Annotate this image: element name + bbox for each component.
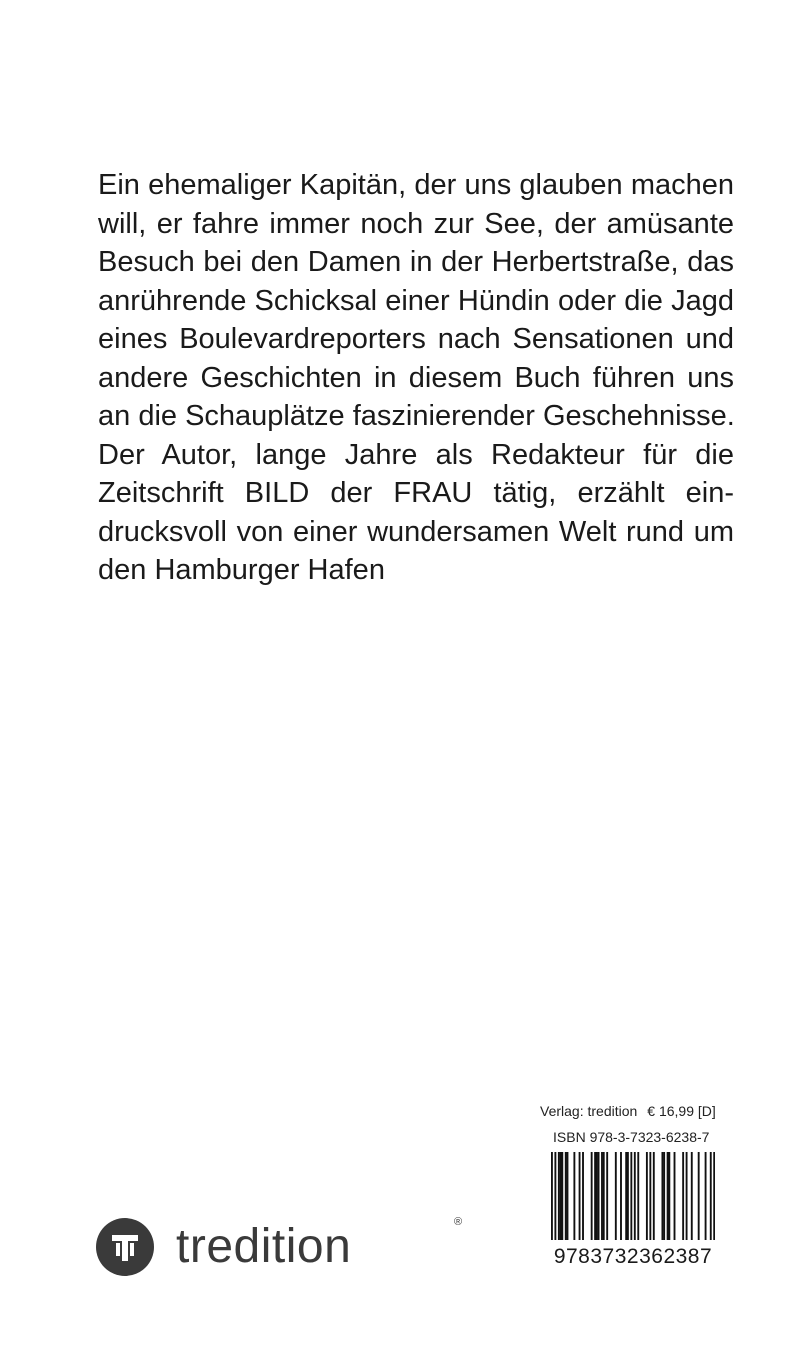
barcode-bar (637, 1152, 639, 1240)
blurb-line: an die Schauplätze faszinierender Geschehnisse. (98, 400, 735, 432)
barcode-bar (620, 1152, 622, 1240)
tredition-logo-icon (96, 1218, 154, 1276)
barcode-bar (603, 1152, 605, 1240)
blurb-text (98, 166, 734, 590)
barcode-bar (615, 1152, 617, 1240)
barcode-bar (627, 1152, 629, 1240)
barcode-bar (682, 1152, 684, 1240)
barcode-bar (561, 1152, 563, 1240)
barcode-bar (598, 1152, 600, 1240)
blurb-line: drucksvoll von einer wundersamen Welt rund um (98, 515, 734, 548)
barcode-bar (705, 1152, 707, 1240)
isbn-label: ISBN 978-3-7323-6238-7 (553, 1129, 710, 1145)
barcode-bar (606, 1152, 608, 1240)
barcode-bar (713, 1152, 715, 1240)
barcode-number: 9783732362387 (553, 1245, 713, 1268)
barcode-bar (630, 1152, 632, 1240)
barcode-bar (663, 1152, 665, 1240)
barcode-bar (661, 1152, 663, 1240)
blurb-line: anrührende Schicksal einer Hündin oder die Jagd (98, 284, 734, 317)
barcode-bar (710, 1152, 712, 1240)
publisher-info (540, 1103, 716, 1119)
barcode-bar (591, 1152, 593, 1240)
blurb-line: will, er fahre immer noch zur See, der amüsante (98, 207, 734, 240)
registered-mark: ® (454, 1216, 463, 1228)
barcode-bar (625, 1152, 627, 1240)
barcode-bars (551, 1152, 715, 1240)
barcode-bar (698, 1152, 700, 1240)
barcode-bar (582, 1152, 584, 1240)
publisher-name: tredition (176, 1220, 352, 1273)
barcode-bar (558, 1152, 560, 1240)
barcode-bar (691, 1152, 693, 1240)
barcode-bar (573, 1152, 575, 1240)
barcode-bar (634, 1152, 636, 1240)
publisher-logo (96, 1216, 463, 1276)
barcode-bar (686, 1152, 688, 1240)
blurb-line: andere Geschichten in diesem Buch führen uns (98, 361, 734, 394)
barcode-bar (567, 1152, 569, 1240)
barcode (541, 1147, 725, 1277)
barcode-bar (601, 1152, 603, 1240)
blurb-line: Der Autor, lange Jahre als Redakteur für die (98, 438, 734, 471)
blurb-line: den Hamburger Hafen (98, 554, 385, 586)
barcode-bar (653, 1152, 655, 1240)
barcode-bar (667, 1152, 669, 1240)
barcode-bar (596, 1152, 598, 1240)
barcode-bar (554, 1152, 556, 1240)
barcode-bar (551, 1152, 553, 1240)
barcode-bar (674, 1152, 676, 1240)
verlag-label: Verlag: tredition (540, 1103, 638, 1119)
barcode-bar (565, 1152, 567, 1240)
barcode-bar (560, 1152, 562, 1240)
blurb-line: Zeitschrift BILD der FRAU tätig, erzählt ein- (98, 477, 734, 509)
barcode-bar (668, 1152, 670, 1240)
barcode-bar (579, 1152, 581, 1240)
barcode-bar (646, 1152, 648, 1240)
blurb-line: eines Boulevardreporters nach Sensationen und (98, 323, 734, 355)
price-label: € 16,99 [D] (647, 1103, 716, 1119)
blurb-line: Besuch bei den Damen in der Herbertstraße, das (98, 246, 734, 278)
barcode-bar (649, 1152, 651, 1240)
barcode-bar (594, 1152, 596, 1240)
blurb-line: Ein ehemaliger Kapitän, der uns glauben machen (98, 169, 734, 201)
